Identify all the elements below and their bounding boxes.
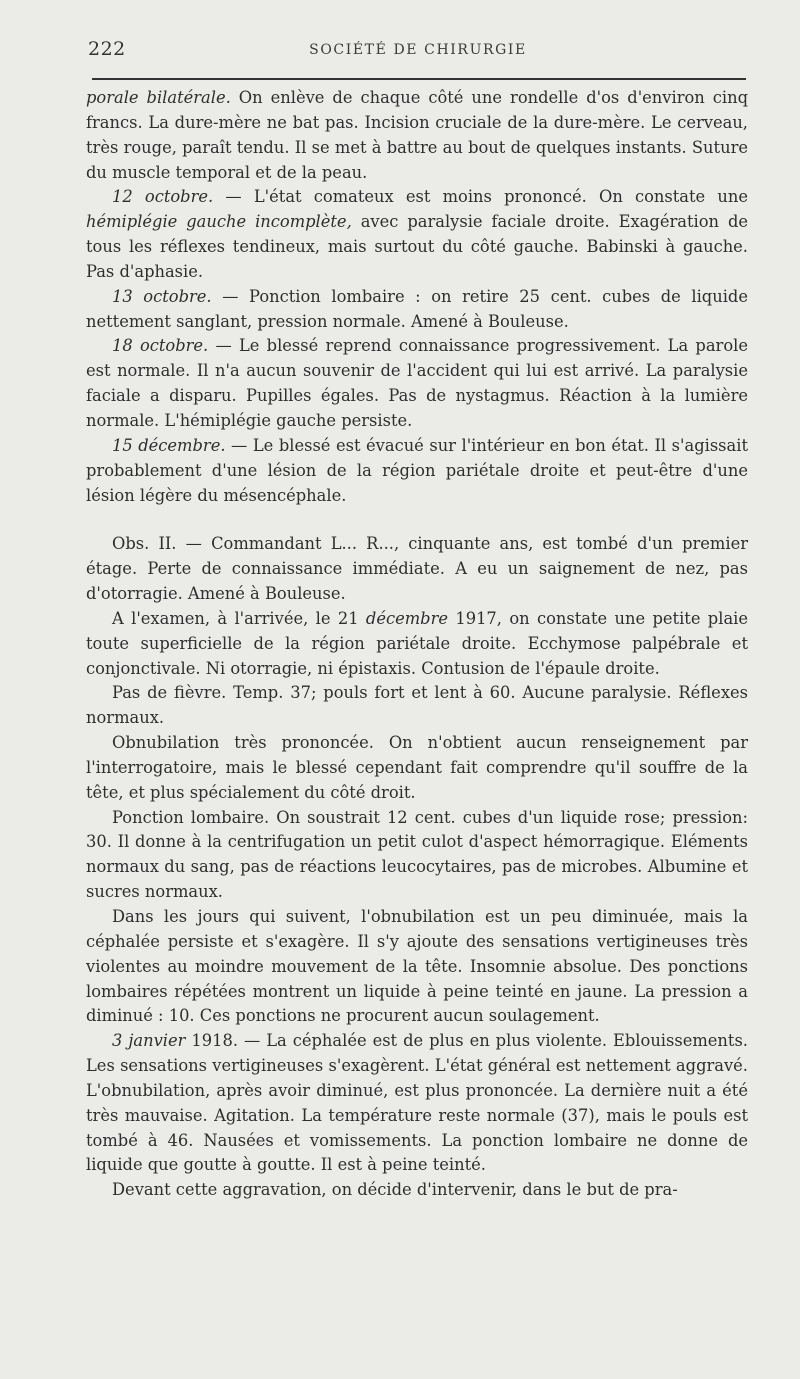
italic-term: hémiplégie gauche incomplète,: [86, 212, 352, 232]
date-lead: 18 octobre.: [112, 336, 209, 356]
paragraph-text: Ponction lombaire. On soustrait 12 cent. cubes d'un liquide rose; pression: 30. Il donne à la centrifugation un petit culot d'aspect hémorragique. Eléments normaux du sang, pas de réactions leucocytaires, pas de microbes. Albumine et sucres normaux.: [86, 807, 748, 902]
paragraph-obnubilation: [86, 731, 748, 806]
header-rule: [92, 78, 746, 80]
paragraph-text: Devant cette aggravation, on décide d'intervenir, dans le but de pra-: [112, 1180, 678, 1200]
paragraph-text: — L'état comateux est moins prononcé. On constate une: [213, 187, 748, 207]
paragraph-operation: [86, 86, 748, 185]
paragraph-text: Dans les jours qui suivent, l'obnubilation est un peu diminuée, mais la céphalée persiste et s'exagère. Il s'y ajoute des sensations vertigineuses très violentes au moindre mouvement de la tête. Insomnie absolue. Des ponctions lombaires répétées montrent un liquide à peine teinté en jaune. La pression a diminué : 10. Ces ponctions ne procurent aucun soulagement.: [86, 907, 748, 1026]
paragraph-12-octobre: [86, 185, 748, 284]
paragraph-text: avec paralysie faciale droite. Exagération de tous les réflexes tendineux, mais surtout du côté gauche. Babinski à gauche. Pas d'aphasie.: [86, 212, 748, 281]
paragraph-jours-suivants: [86, 905, 748, 1029]
body-text: [86, 86, 748, 1203]
page-header: [88, 38, 748, 68]
paragraph-examen: [86, 607, 748, 682]
paragraph-ponction: [86, 806, 748, 905]
paragraph-text: Obnubilation très prononcée. On n'obtient aucun renseignement par l'interrogatoire, mais le blessé cependant fait comprendre qu'il souffre de la tête, et plus spécialement du côté droit.: [86, 733, 748, 802]
paragraph-3-janvier: [86, 1029, 748, 1178]
paragraph-obs-2: [86, 532, 748, 607]
date-lead: 13 octobre.: [112, 286, 212, 306]
paragraph-fievre: [86, 681, 748, 731]
paragraph-18-octobre: [86, 334, 748, 433]
italic-date: décembre: [365, 608, 448, 628]
running-head: SOCIÉTÉ DE CHIRURGIE: [309, 42, 527, 58]
date-lead: 12 octobre.: [112, 187, 214, 207]
paragraph-15-decembre: [86, 434, 748, 509]
date-lead: 3 janvier: [112, 1031, 186, 1051]
paragraph-13-octobre: [86, 285, 748, 335]
paragraph-text: — Ponction lombaire : on retire 25 cent. cubes de liquide nettement sanglant, pression normale. Amené à Bouleuse.: [86, 286, 748, 331]
paragraph-text: 1917, on constate une petite plaie toute superficielle de la région pariétale droite. Ecchymose palpébrale et conjonctivale. Ni otorragie, ni épistaxis. Contusion de l'épaule droite.: [86, 608, 748, 678]
paragraph-text: A l'examen, à l'arrivée, le 21: [112, 608, 366, 628]
paragraph-text: Pas de fièvre. Temp. 37; pouls fort et lent à 60. Aucune paralysie. Réflexes normaux.: [86, 683, 748, 728]
date-lead: 15 décembre.: [112, 435, 226, 455]
paragraph-intervention: [86, 1178, 748, 1203]
paragraph-text: — Le blessé est évacué sur l'intérieur en bon état. Il s'agissait probablement d'une lésion de la région pariétale droite et peut-être d'une lésion légère du mésencéphale.: [86, 435, 748, 505]
paragraph-text: — Le blessé reprend connaissance progressivement. La parole est normale. Il n'a aucun souvenir de l'accident qui lui est arrivé. La paralysie faciale a disparu. Pupilles égales. Pas de nystagmus. Réaction à la lumière normale. L'hémiplégie gauche persiste.: [86, 336, 748, 430]
paragraph-text: 1918. — La céphalée est de plus en plus violente. Eblouissements. Les sensations vertigineuses s'exagèrent. L'état général est nettement aggravé. L'obnubilation, après avoir diminué, est plus prononcée. La dernière nuit a été très mauvaise. Agitation. La température reste normale (37), mais le pouls est tombé à 46. Nausées et vomissements. La ponction lombaire ne donne de liquide que goutte à goutte. Il est à peine teinté.: [86, 1031, 748, 1175]
page-number: 222: [88, 38, 126, 60]
paragraph-text: On enlève de chaque côté une rondelle d'os d'environ cinq francs. La dure-mère ne bat pas. Incision cruciale de la dure-mère. Le cerveau, très rouge, paraît tendu. Il se met à battre au bout de quelques instants. Suture du muscle temporal et de la peau.: [86, 88, 748, 182]
italic-lead: porale bilatérale.: [86, 88, 231, 107]
paragraph-text: Obs. II. — Commandant L... R..., cinquante ans, est tombé d'un premier étage. Perte de connaissance immédiate. A eu un saignement de nez, pas d'otorragie. Amené à Bouleuse.: [86, 534, 748, 604]
